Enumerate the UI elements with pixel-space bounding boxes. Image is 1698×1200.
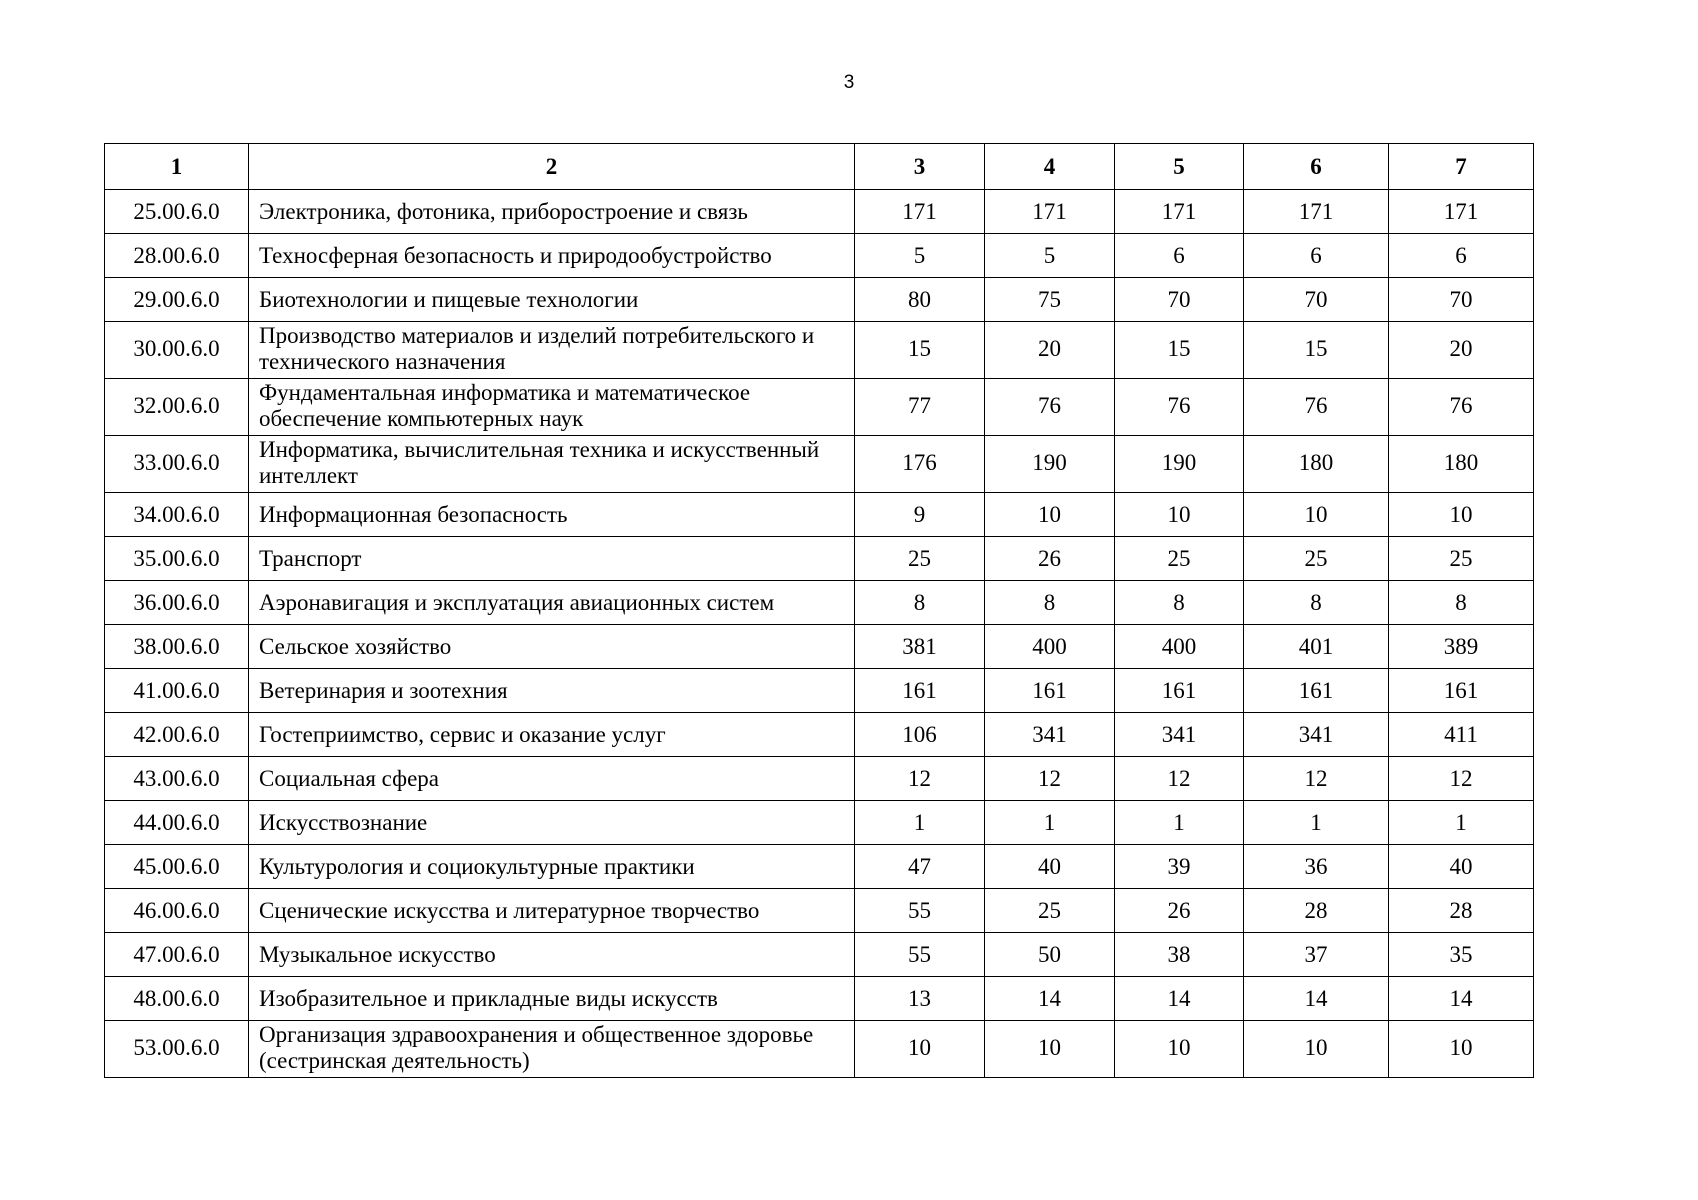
row-value-col5: 39: [1115, 845, 1244, 889]
row-name: Производство материалов и изделий потребительского и технического назначения: [249, 322, 855, 379]
row-value-col6: 76: [1244, 379, 1389, 436]
row-value-col6: 180: [1244, 436, 1389, 493]
row-value-col7: 40: [1389, 845, 1534, 889]
row-code: 53.00.6.0: [105, 1021, 249, 1078]
data-table: [104, 143, 1534, 1078]
row-value-col7: 411: [1389, 713, 1534, 757]
row-value-col3: 55: [855, 933, 985, 977]
row-value-col5: 171: [1115, 190, 1244, 234]
row-value-col5: 15: [1115, 322, 1244, 379]
row-value-col3: 161: [855, 669, 985, 713]
row-value-col4: 341: [985, 713, 1115, 757]
table-row: [105, 801, 1534, 845]
row-value-col7: 6: [1389, 234, 1534, 278]
row-value-col3: 55: [855, 889, 985, 933]
row-code: 30.00.6.0: [105, 322, 249, 379]
column-header: 7: [1389, 144, 1534, 190]
row-value-col7: 70: [1389, 278, 1534, 322]
row-value-col6: 401: [1244, 625, 1389, 669]
row-value-col6: 10: [1244, 1021, 1389, 1078]
header-row: [105, 144, 1534, 190]
row-value-col3: 176: [855, 436, 985, 493]
column-header: 3: [855, 144, 985, 190]
row-name: Ветеринария и зоотехния: [249, 669, 855, 713]
row-value-col4: 5: [985, 234, 1115, 278]
row-code: 28.00.6.0: [105, 234, 249, 278]
row-value-col4: 25: [985, 889, 1115, 933]
row-code: 32.00.6.0: [105, 379, 249, 436]
row-code: 25.00.6.0: [105, 190, 249, 234]
row-value-col4: 75: [985, 278, 1115, 322]
row-value-col6: 25: [1244, 537, 1389, 581]
row-value-col3: 80: [855, 278, 985, 322]
row-code: 41.00.6.0: [105, 669, 249, 713]
row-value-col6: 12: [1244, 757, 1389, 801]
row-value-col5: 6: [1115, 234, 1244, 278]
row-value-col6: 14: [1244, 977, 1389, 1021]
row-value-col7: 20: [1389, 322, 1534, 379]
row-value-col5: 12: [1115, 757, 1244, 801]
row-value-col3: 8: [855, 581, 985, 625]
row-name: Техносферная безопасность и природообустройство: [249, 234, 855, 278]
table-row: [105, 493, 1534, 537]
row-name: Сценические искусства и литературное творчество: [249, 889, 855, 933]
row-name: Гостеприимство, сервис и оказание услуг: [249, 713, 855, 757]
row-value-col4: 76: [985, 379, 1115, 436]
row-name: Транспорт: [249, 537, 855, 581]
table-row: [105, 1021, 1534, 1078]
column-header: 1: [105, 144, 249, 190]
row-value-col7: 76: [1389, 379, 1534, 436]
table-row: [105, 889, 1534, 933]
row-value-col5: 341: [1115, 713, 1244, 757]
row-value-col6: 1: [1244, 801, 1389, 845]
column-header: 6: [1244, 144, 1389, 190]
row-name: Биотехнологии и пищевые технологии: [249, 278, 855, 322]
row-value-col6: 15: [1244, 322, 1389, 379]
row-value-col5: 161: [1115, 669, 1244, 713]
row-code: 44.00.6.0: [105, 801, 249, 845]
row-value-col7: 389: [1389, 625, 1534, 669]
table-row: [105, 845, 1534, 889]
row-value-col6: 28: [1244, 889, 1389, 933]
table-row: [105, 190, 1534, 234]
table-row: [105, 436, 1534, 493]
row-code: 48.00.6.0: [105, 977, 249, 1021]
row-code: 43.00.6.0: [105, 757, 249, 801]
row-value-col5: 38: [1115, 933, 1244, 977]
row-value-col6: 37: [1244, 933, 1389, 977]
row-value-col4: 1: [985, 801, 1115, 845]
row-value-col5: 76: [1115, 379, 1244, 436]
table-row: [105, 581, 1534, 625]
row-name: Фундаментальная информатика и математическое обеспечение компьютерных наук: [249, 379, 855, 436]
table-row: [105, 278, 1534, 322]
row-value-col4: 14: [985, 977, 1115, 1021]
row-value-col6: 341: [1244, 713, 1389, 757]
row-value-col5: 14: [1115, 977, 1244, 1021]
row-name: Сельское хозяйство: [249, 625, 855, 669]
row-value-col7: 25: [1389, 537, 1534, 581]
row-code: 36.00.6.0: [105, 581, 249, 625]
row-value-col3: 13: [855, 977, 985, 1021]
row-name: Информационная безопасность: [249, 493, 855, 537]
row-code: 35.00.6.0: [105, 537, 249, 581]
row-name: Музыкальное искусство: [249, 933, 855, 977]
row-value-col7: 161: [1389, 669, 1534, 713]
row-value-col7: 14: [1389, 977, 1534, 1021]
column-header: 2: [249, 144, 855, 190]
row-value-col7: 12: [1389, 757, 1534, 801]
row-name: Изобразительное и прикладные виды искусств: [249, 977, 855, 1021]
row-value-col6: 161: [1244, 669, 1389, 713]
row-value-col4: 20: [985, 322, 1115, 379]
row-code: 33.00.6.0: [105, 436, 249, 493]
row-value-col7: 10: [1389, 1021, 1534, 1078]
row-value-col7: 180: [1389, 436, 1534, 493]
table-row: [105, 757, 1534, 801]
row-value-col3: 15: [855, 322, 985, 379]
row-value-col4: 171: [985, 190, 1115, 234]
row-value-col4: 400: [985, 625, 1115, 669]
row-value-col4: 50: [985, 933, 1115, 977]
row-value-col7: 28: [1389, 889, 1534, 933]
row-value-col3: 9: [855, 493, 985, 537]
row-value-col7: 171: [1389, 190, 1534, 234]
page-number: 3: [843, 72, 855, 93]
column-header: 4: [985, 144, 1115, 190]
table-row: [105, 977, 1534, 1021]
row-code: 46.00.6.0: [105, 889, 249, 933]
table-row: [105, 669, 1534, 713]
table-row: [105, 713, 1534, 757]
row-value-col3: 171: [855, 190, 985, 234]
row-code: 45.00.6.0: [105, 845, 249, 889]
row-name: Социальная сфера: [249, 757, 855, 801]
row-value-col6: 6: [1244, 234, 1389, 278]
row-name: Организация здравоохранения и общественное здоровье (сестринская деятельность): [249, 1021, 855, 1078]
table-row: [105, 379, 1534, 436]
table-row: [105, 625, 1534, 669]
row-value-col3: 10: [855, 1021, 985, 1078]
row-value-col3: 5: [855, 234, 985, 278]
row-code: 42.00.6.0: [105, 713, 249, 757]
column-header: 5: [1115, 144, 1244, 190]
row-value-col3: 77: [855, 379, 985, 436]
row-value-col7: 8: [1389, 581, 1534, 625]
row-value-col6: 171: [1244, 190, 1389, 234]
row-name: Аэронавигация и эксплуатация авиационных систем: [249, 581, 855, 625]
row-value-col5: 10: [1115, 1021, 1244, 1078]
row-value-col3: 1: [855, 801, 985, 845]
row-value-col5: 1: [1115, 801, 1244, 845]
row-value-col3: 25: [855, 537, 985, 581]
row-value-col7: 35: [1389, 933, 1534, 977]
row-value-col4: 10: [985, 1021, 1115, 1078]
row-value-col5: 26: [1115, 889, 1244, 933]
row-value-col4: 10: [985, 493, 1115, 537]
row-value-col6: 36: [1244, 845, 1389, 889]
row-value-col6: 8: [1244, 581, 1389, 625]
row-value-col3: 381: [855, 625, 985, 669]
row-code: 38.00.6.0: [105, 625, 249, 669]
row-value-col4: 40: [985, 845, 1115, 889]
row-value-col5: 400: [1115, 625, 1244, 669]
row-code: 29.00.6.0: [105, 278, 249, 322]
row-value-col4: 26: [985, 537, 1115, 581]
row-code: 34.00.6.0: [105, 493, 249, 537]
row-name: Электроника, фотоника, приборостроение и связь: [249, 190, 855, 234]
row-value-col4: 190: [985, 436, 1115, 493]
row-value-col7: 10: [1389, 493, 1534, 537]
table-row: [105, 933, 1534, 977]
row-value-col4: 161: [985, 669, 1115, 713]
row-value-col6: 70: [1244, 278, 1389, 322]
row-value-col4: 12: [985, 757, 1115, 801]
table-body: [105, 190, 1534, 1078]
row-name: Культурология и социокультурные практики: [249, 845, 855, 889]
row-value-col5: 70: [1115, 278, 1244, 322]
row-value-col5: 8: [1115, 581, 1244, 625]
row-value-col5: 10: [1115, 493, 1244, 537]
row-value-col3: 106: [855, 713, 985, 757]
row-code: 47.00.6.0: [105, 933, 249, 977]
table-row: [105, 234, 1534, 278]
row-name: Информатика, вычислительная техника и искусственный интеллект: [249, 436, 855, 493]
row-value-col5: 25: [1115, 537, 1244, 581]
row-value-col6: 10: [1244, 493, 1389, 537]
table-row: [105, 537, 1534, 581]
row-value-col5: 190: [1115, 436, 1244, 493]
row-value-col7: 1: [1389, 801, 1534, 845]
row-value-col4: 8: [985, 581, 1115, 625]
row-value-col3: 12: [855, 757, 985, 801]
table-row: [105, 322, 1534, 379]
row-value-col3: 47: [855, 845, 985, 889]
row-name: Искусствознание: [249, 801, 855, 845]
